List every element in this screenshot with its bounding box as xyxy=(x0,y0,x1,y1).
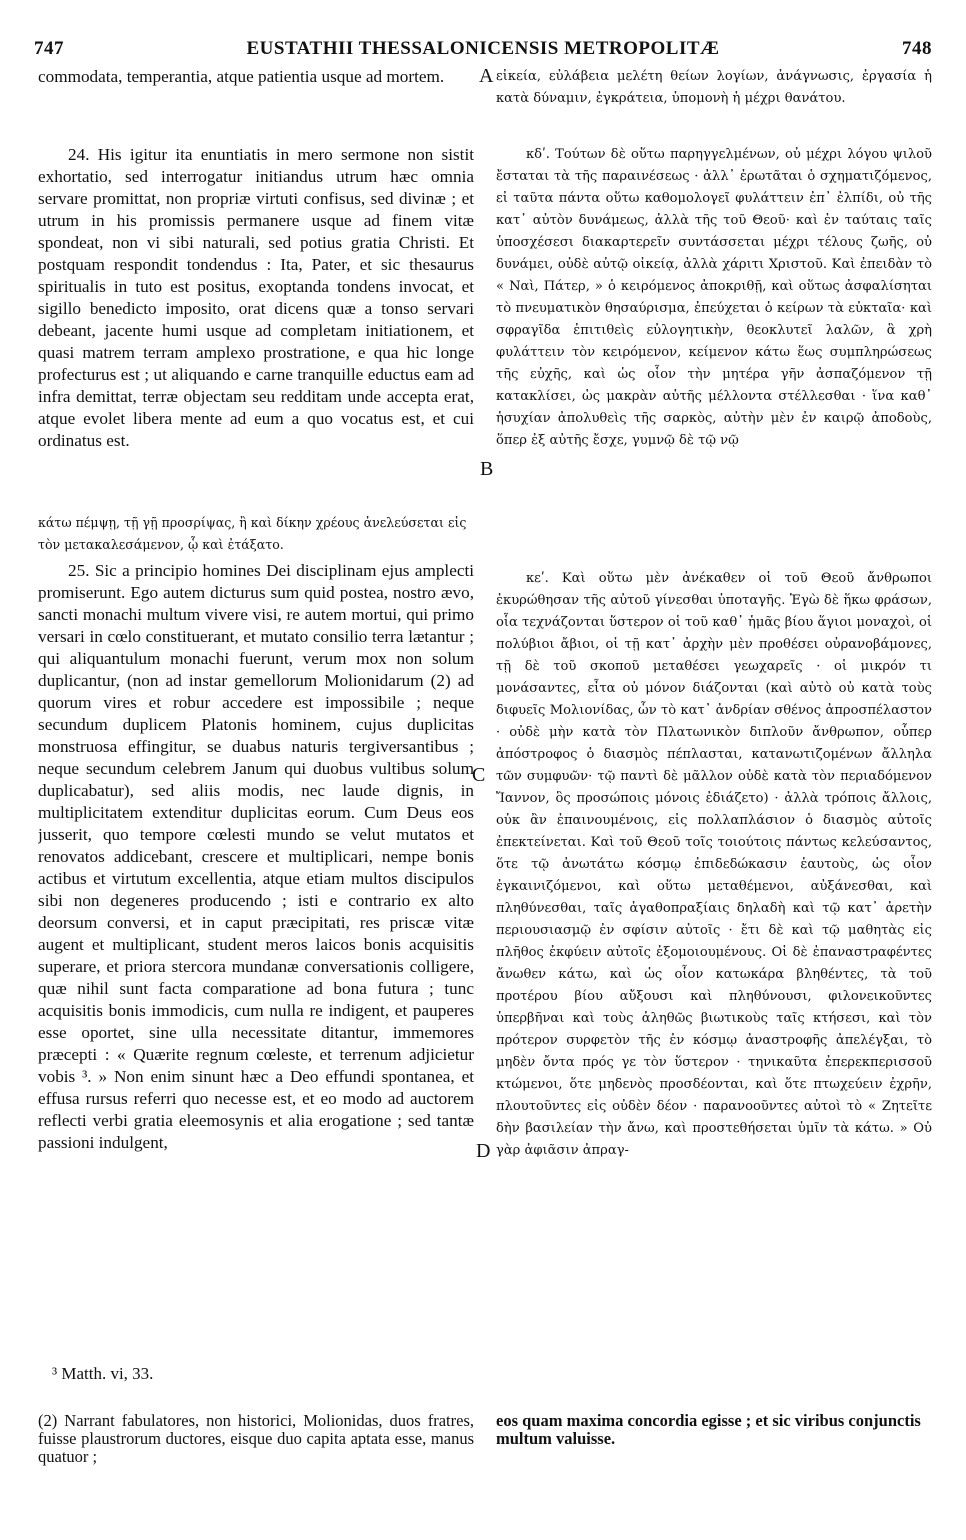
greek-column-section-24 xyxy=(496,144,932,540)
greek-quote-in-latin: κάτω πέμψῃ, τῇ γῇ προσρίψας, ἢ καὶ δίκην χρέους ἀνελεύσεται εἰς τὸν μετακαλεσάμενον, ᾧ καὶ ἐτάξατο. xyxy=(38,515,467,552)
greek-column-top xyxy=(496,66,932,134)
section-marker-a: A xyxy=(479,65,494,87)
note-right: eos quam maxima concordia egisse ; et sic viribus conjunctis multum valuisse. xyxy=(496,1411,921,1448)
greek-paragraph-1: εἰκεία, εὐλάβεια μελέτη θείων λογίων, ἀνάγνωσις, ἐργασία ἡ κατὰ δύναμιν, ἐγκράτεια, ὑπομονὴ ἡ μέχρι θανάτου. xyxy=(496,69,932,106)
latin-column-section-25 xyxy=(38,560,474,1338)
page-number-right: 748 xyxy=(902,38,932,59)
greek-paragraph-24: κδʹ. Τούτων δὲ οὕτω παρηγγελμένων, οὐ μέχρι λόγου ψιλοῦ ἔσταται τὰ τῆς παραινέσεως · ἀλλ᾽ ἐρωτᾶται ὁ σχηματιζόμενος, εἰ ταῦτα πάντα οὕτω καθομολογεῖ φυλάττειν ἐπ᾽ ἐλπίδι, οὐ τῆς κατ᾽ αὐτὸν δυνάμεως, ἀλλὰ τῆς τοῦ Θεοῦ· καὶ ἐν ταύταις ταῖς ὑποσχέσεσι διακαρτερεῖν συντάσσεται μέχρι τέλους ζωῆς, οὐ δυνάμει, οὐδὲ αὐτῷ οἰκείᾳ, ἀλλὰ χάριτι Χριστοῦ. Καὶ ἐπειδὰν τὸ « Ναὶ, Πάτερ, » ὁ κειρόμενος ἀποκριθῇ, καὶ οὕτως ἀσφαλίσηται τὸ πνευματικὸν θησαύρισμα, ἐπεύχεται ὁ κείρων τὰ εὐκταῖα· καὶ σφραγῖδα ἐπιτιθεὶς εὐλογητικὴν, θεοκλυτεῖ λαλῶν, ἃ χρὴ φυλάττειν τὸν κειρόμενον, κείμενον κάτω ἕως συμπληρώσεως τῆς εὐχῆς, καὶ ὡς οἷον τὴν μητέρα γῆν ἀσπαζόμενον τῇ κατακλίσει, ὡς μακρὰν αὐτῆς μέλλοντα στέλλεσθαι · ἵνα καθ᾽ ἡσυχίαν ἀπολυθεὶς τῆς σαρκὸς, αὐτὴν μὲν ἐν καιρῷ ἀποδοὺς, ὅπερ ἐξ αὐτῆς ἔσχε, γυμνῷ δὲ τῷ νῷ xyxy=(496,147,932,448)
latin-column-section-24 xyxy=(38,144,474,514)
section-marker-d: D xyxy=(476,1140,491,1162)
page-header xyxy=(34,38,932,60)
section-marker-c: C xyxy=(472,764,486,786)
running-title: EUSTATHII THESSALONICENSIS METROPOLITÆ xyxy=(246,38,720,59)
page-number-left: 747 xyxy=(34,38,64,59)
latin-column-top xyxy=(38,66,474,112)
greek-paragraph-25: κεʹ. Καὶ οὕτω μὲν ἀνέκαθεν οἱ τοῦ Θεοῦ ἄνθρωποι ἐκυρώθησαν τῆς αὐτοῦ γίνεσθαι ὑποταγῆς. Ἐγὼ δὲ ἥκω φράσων, οἷα τεχνάζονται ὕστερον οἱ τοῦ καθ᾽ ἡμᾶς βίου ἅγιοι μοναχοὶ, οἱ πολύβιοι ἄβιοι, οἱ τῇ κατ᾽ ἀρχὴν μὲν προθέσει οὐρανοβάμονες, τῇ δὲ τοῦ σκοποῦ μεταθέσει γεωχαρεῖς · οἱ μικρόν τι μονάσαντες, εἶτα οὐ μόνον διάζονται (καὶ αὐτὸ οὐ κατὰ τοὺς διφυεῖς Μολιονίδας, ὧν τὸ κατ᾽ ἀνδρίαν σθένος ἀπροσπέλαστον · οὐδὲ μὴν κατὰ τὸν Πλατωνικὸν διπλοῦν ἄνθρωπον, οὗπερ ἀπόστροφος ὁ διασμὸς πέπλασται, κατανωτιζομένων ἄλληλα τῶν συμφυῶν· τῷ παντὶ δὲ μᾶλλον οὐδὲ κατὰ τὸν περιαδόμενον Ἴαννον, ὃς προσώποις μόνοις ἐδιάζετο) · ἀλλὰ τρόποις ἄλλοις, οὐκ ἂν ἐπαινουμένοις, εἰς πολλαπλάσιον ὁ διασμὸς αὐτοῖς ἐπεκτείνεται. Καὶ τοῦ Θεοῦ τοῖς τοιούτοις πάντως κελεύσαντος, ὅτε τῷ ἀνωτάτω κόσμῳ ἐπιδεδώκασιν ἑαυτοὺς, ὡς οἷον ἐγκαινιζόμενοι, καὶ οὕτω μεταθέμενοι, αὐξάνεσθαι, καὶ πληθύνεσθαι, ταῖς ἀγαθοπραξίαις δηλαδὴ καὶ τῷ κατ᾽ ἀρετὴν περιουσιασμῷ ἐν σφίσιν αὐτοῖς · ἔτι δὲ καὶ τῷ μαθητὰς εἰς πλῆθος ἐκφύειν αὐτοῖς ἐξομοιουμένους. Οἱ δὲ ἐπαναστραφέντες ἄνωθεν κάτω, καὶ ὡς οἷον κατωκάρα βληθέντες, τὰ τοῦ προτέρου βίου αὔξουσι καὶ πληθύνουσι, φιλονεικοῦντες ὑπερβῆναι καὶ τοὺς ἀληθῶς βιωτικοὺς ταῖς κτήσεσι, καὶ τὸν πρότερον συρφετὸν τῆς ἐν κόσμῳ ἀναστροφῆς ἀπελέγξαι, τὸ μηδὲν ὄντα πρός γε τὸν ὕστερον · τηνικαῦτα ἐπερεκπερισσοῦ κτώμενοι, ὅτε μηδενὸς προσδέονται, καὶ ὅτε πτωχεύειν ἐχρῆν, πλουτοῦντες εἰς οὐδὲν δέον · παρανοοῦντες αὐτοὶ τὸ « Ζητεῖτε δὴν βασιλείαν τὴν ἄνω, καὶ προστεθήσεται ὑμῖν τὰ κάτω. » Οὐ γὰρ ἀφιᾶσιν ἀπραγ- xyxy=(496,571,932,1158)
latin-paragraph-1: commodata, temperantia, atque patientia usque ad mortem. xyxy=(38,67,445,86)
latin-paragraph-25: 25. Sic a principio homines Dei disciplinam ejus amplecti promiserunt. Ego autem dicturus sum quid postea, nostro ævo, sancti monachi multum vivere visi, re autem mortui, qui primo versari in cœlo constituerant, et mutato consilio terra lætantur ; qui aliquantulum monachi fuerunt, verum mox non solum duplicantur, (non ad instar gemellorum Molionidarum (2) ad quorum vires et robur accedere est impossibile ; neque secundum duplicem Platonis hominem, cujus duplicitas monstruosa effingitur, se duabus naturis tergiversantibus ; neque secundum celebrem Janum qui duobus vultibus solum duplicabatur), sed aliis modis, nec laude dignis, in multiplicitatem extenditur duplicitas eorum. Cum Deus eos jusserit, quo tempore cœlesti mundo se velut mutatos et renovatos addicebant, crescere et multiplicari, nempe bonis actibus et virtutum excellentia, atque etiam multos discipulos sibi non degeneres producendo ; isti e contrario ex alto deorsum conversi, et in caput præcipitati, res priscæ vitæ augent et multiplicant, student meros laicos bonis acquisitis superare, et priora stercora mundanæ conversationis colligere, quæ nihil sunt facta comparatione ad bona futura ; tunc acquisitis bonis immodicis, cum nulla re indigent, et pauperes esse oportet, sine ulla necessitate ditantur, immemores præcepti : « Quærite regnum cœleste, et terrenum adjicietur vobis ³. » Non enim sinunt hæc a Deo effundi spontanea, et effusa rursus referri quo necesse est, et eo modo ad auctorem reflecti verbi gratia eleemosynis et alia erogatione ; sed tantæ passioni indulgent, xyxy=(38,561,474,1152)
latin-paragraph-24: 24. His igitur ita enuntiatis in mero sermone non sistit exhortatio, sed interrogatur initiandus utrum hæc omnia servare promittat, non propriæ virtuti confisus, sed divinæ ; et utrum in his promissis permanere usque ad finem vitæ spondeat, non vi sibi naturali, sed potius gratia Christi. Et postquam respondit tondendus : Ita, Pater, et sic thesaurus spiritualis in tuto est positus, exoptanda tondens invocat, et sigillo benedicto imposito, orat dicens quæ a tonso servari debeant, jacente humi usque ad completam initiationem, et quasi matrem terram amplexo prostratione, e qua hic longe profecturus est ; ut aliquando e carne tranquille eductus eam ad infra demittat, terræ objectam seu redditam unde accepta erat, atque evolet libera mente ad eum a quo vocatus est, et cui ordinatus est. xyxy=(38,145,474,450)
footnote-reference: ³ Matth. vi, 33. xyxy=(52,1364,154,1383)
section-marker-b: B xyxy=(480,458,494,480)
greek-column-section-25 xyxy=(496,568,932,1328)
note-left: (2) Narrant fabulatores, non historici, Molionidas, duos fratres, fuisse plaustrorum ductores, eisque duo capita aptata esse, manus quatuor ; xyxy=(38,1411,474,1466)
